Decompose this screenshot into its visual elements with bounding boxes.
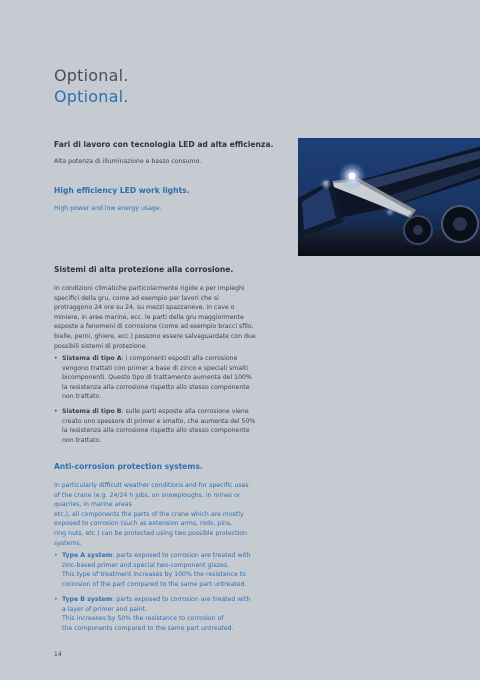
- text-line: exposed to corrosion (such as extension arms, rods, pins,: [54, 520, 233, 528]
- protection-types-italian-b: [54, 407, 269, 445]
- text-line: : parts exposed to corrosion are treated with: [112, 552, 251, 559]
- text-line: ring nuts, etc.) can be protected using two possible protection: [54, 529, 247, 537]
- text-line: creato uno spessore di primer e smalto, che aumenta del 50%: [62, 417, 256, 425]
- page-title-english: Optional.: [54, 87, 129, 106]
- list-item-type-b-english: [54, 595, 269, 633]
- text-line: : sulle parti esposte alla corrosione viene: [121, 408, 249, 415]
- page-number: 14: [54, 651, 62, 658]
- text-line: of the crane (e.g. 24/24 h jobs, on snowploughs, in mines or: [54, 491, 241, 499]
- crane-illustration: [298, 138, 480, 256]
- corrosion-title-english: Anti-corrosion protection systems.: [54, 462, 203, 471]
- corrosion-intro-english: [54, 481, 266, 548]
- text-line: vengono trattati con primer a base di zinco e speciali smalti: [62, 364, 248, 372]
- led-text-english: High power and low energy usage.: [54, 205, 162, 212]
- text-line: systems.: [54, 539, 82, 547]
- text-line: In particularly difficult weather conditions and for specific uses: [54, 482, 249, 489]
- protection-types-english-b: [54, 595, 269, 633]
- list-item-type-a-italian: [54, 354, 269, 402]
- list-item-type-a-english: [54, 551, 269, 589]
- text-line: bielle, perni, ghiere, ecc.) possono essere salvaguardate con due: [54, 332, 256, 340]
- text-line: non trattato.: [62, 393, 102, 401]
- text-line: a layer of primer and paint.: [62, 605, 148, 613]
- page-title-italian: Optional.: [54, 66, 129, 85]
- type-b-label-english: Type B system: [62, 596, 113, 603]
- corrosion-intro-italian: [54, 284, 264, 351]
- text-line: bicomponenti. Questo tipo di trattamento aumenta del 100%: [62, 374, 252, 382]
- bullet-icon: •: [54, 355, 58, 362]
- protection-types-english: [54, 551, 269, 589]
- text-line: quarries, in marine areas: [54, 501, 132, 509]
- text-line: This increases by 50% the resistance to corrosion of: [62, 615, 224, 623]
- text-line: la resistenza alla corrosione rispetto allo stesso componente: [62, 427, 250, 435]
- text-line: : parts exposed to corrosion are treated with: [112, 596, 251, 603]
- text-line: This type of treatment increases by 100% the resistance to: [62, 571, 246, 579]
- bullet-icon: •: [54, 596, 58, 603]
- text-line: non trattato.: [62, 436, 102, 444]
- text-line: zinc-based primer and special two-component glazes.: [62, 561, 230, 569]
- text-line: etc.), all components the parts of the crane which are mostly: [54, 510, 244, 518]
- type-b-label-italian: Sistema di tipo B: [62, 408, 122, 415]
- type-a-label-italian: Sistema di tipo A: [62, 355, 122, 362]
- text-line: protraggono 24 ore su 24, su mezzi spazzaneve, in cave o: [54, 304, 235, 312]
- list-item-type-b-italian: [54, 407, 269, 445]
- crane-led-photo: [298, 138, 480, 256]
- text-line: In condizioni climatiche particolarmente rigide e per impieghi: [54, 285, 245, 292]
- led-title-italian: Fari di lavoro con tecnologia LED ad alta efficienza.: [54, 140, 274, 149]
- text-line: possibili sistemi di protezione.: [54, 342, 148, 350]
- text-line: specifici della gru, come ad esempio per lavori che si: [54, 294, 219, 302]
- type-a-label-english: Type A system: [62, 552, 113, 559]
- bullet-icon: •: [54, 408, 58, 415]
- text-line: la resistenza alla corrosione rispetto allo stesso componente: [62, 383, 250, 391]
- corrosion-title-italian: Sistemi di alta protezione alla corrosione.: [54, 265, 234, 274]
- text-line: miniere, in aree marine, ecc. le parti della gru maggiormente: [54, 313, 244, 321]
- text-line: the components compared to the same part untreated.: [62, 624, 234, 632]
- led-title-english: High efficiency LED work lights.: [54, 186, 190, 195]
- protection-types-italian: [54, 354, 269, 402]
- text-line: esposte a fenomeni di corrosione (come ad esempio bracci sfilo,: [54, 323, 254, 331]
- text-line: : i componenti esposti alla corrosione: [121, 355, 238, 362]
- text-line: corrosion of the part compared to the same part untreated.: [62, 580, 247, 588]
- bullet-icon: •: [54, 552, 58, 559]
- led-text-italian: Alta potenza di illuminazione e basso consumo.: [54, 158, 202, 165]
